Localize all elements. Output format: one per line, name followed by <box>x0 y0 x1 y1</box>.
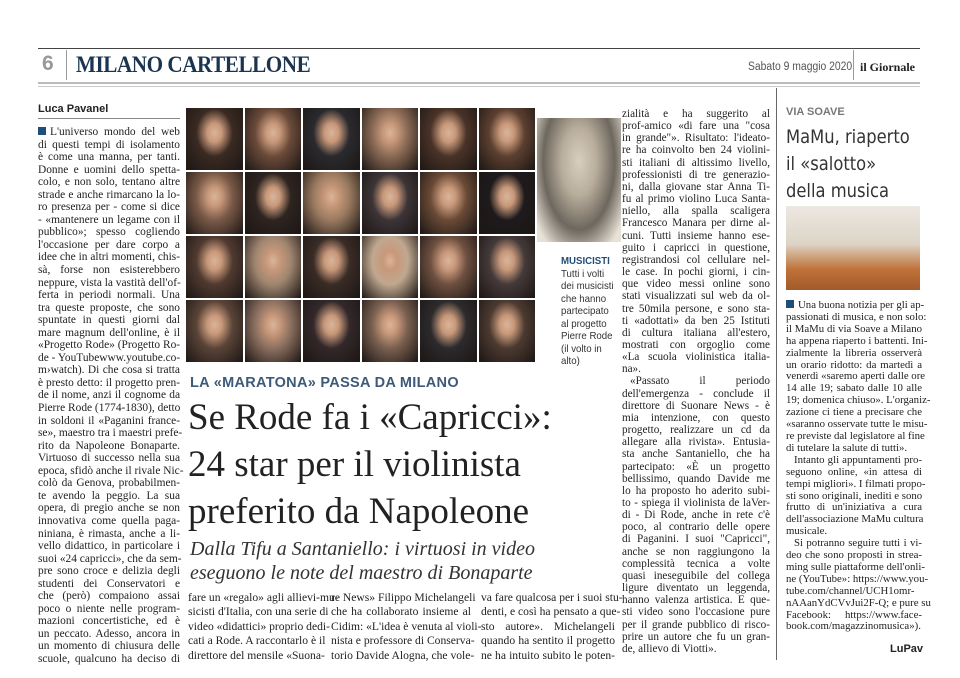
text-line: mare magnum dell'online, è il <box>38 326 180 339</box>
text-line: quasi ineseguibile del collega <box>622 569 770 582</box>
header-double-rule <box>38 82 920 84</box>
text-line: de, allievo di Viotti». <box>622 642 717 655</box>
text-line: colò da Genova, probabilmen- <box>38 477 180 490</box>
text-line: to - spiega il violinista de laVer- <box>622 497 770 509</box>
text-line: poco, al contrario delle opere <box>622 521 770 534</box>
header-double-rule <box>38 86 920 87</box>
paragraph-bullet-icon <box>38 127 46 135</box>
text-line: Una buona notizia per gli ap- <box>786 300 922 312</box>
musician-photo <box>303 300 360 362</box>
text-line: in grande"». Risultato: l'ideato- <box>622 132 770 145</box>
text-line: va fare qualcosa per i suoi stu- <box>481 591 623 604</box>
text-line: video «didattici» proprio dedi- <box>188 619 330 633</box>
text-line: il MaMu di via Soave a Milano <box>786 322 922 335</box>
text-line: Virtuoso di successo nella sua <box>38 452 180 465</box>
text-line: Cidim: «L'idea è venuta al violi- <box>331 619 482 633</box>
text-line: vello didattico, in particolare i <box>38 540 180 553</box>
text-line: dell'emergenza - conclude il <box>622 387 770 400</box>
text-line: di questi tempi di isolamento <box>38 138 180 151</box>
text-line: sà, forse non esisterebbero <box>38 264 180 277</box>
text-line: sti video sono l'occasione pure <box>622 606 770 619</box>
text-line: ligure diventato un leggenda, <box>622 582 770 595</box>
text-line: zialmente la libreria osserverà <box>786 346 922 359</box>
text-line: che ha collaborato insieme al <box>331 605 471 619</box>
subheadline-line: Dalla Tifu a Santaniello: i virtuosi in video <box>190 538 535 560</box>
text-line: ro presenza per - come si dice <box>38 201 180 214</box>
text-line: tempi migliori». I filmati propo- <box>786 477 926 490</box>
text-line: rito da Napoleone Bonaparte. <box>38 439 180 452</box>
text-line: colo, e non solo, tentano altre <box>38 176 180 189</box>
text-line: neppure, vista la vastità dell'of- <box>38 276 181 289</box>
text-line: ni, dalla giovane star Anna Ti- <box>622 180 770 193</box>
headline-line: preferito da Napoleone <box>188 491 530 532</box>
subheadline <box>190 538 535 585</box>
text-line: professionisti di tre generazio- <box>622 168 770 181</box>
text-line: Facebook: https://www.face- <box>786 608 922 621</box>
text-line: pre sono croce e delizia degli <box>38 565 180 578</box>
musician-photo <box>303 172 360 234</box>
text-line: fu al primo violino Luca Santa- <box>622 193 770 206</box>
text-line: cati a Rode. A raccontarlo è il <box>188 634 326 648</box>
text-line: tra queste proposte, che sono <box>38 301 180 314</box>
sidebar-title-line: MaMu, riaperto <box>786 126 910 148</box>
text-line: pubblico»; spesso cogliendo <box>38 226 180 239</box>
text-line: re previste dal legislatore al fine <box>786 429 925 442</box>
text-line: zazione ci tiene a precisare che <box>786 406 922 419</box>
text-line: Pierre Rode (1774-1830), detto <box>38 402 181 415</box>
pierre-rode-portrait <box>537 118 621 242</box>
headline <box>188 394 618 535</box>
text-line: de il nome, anzi il cognome da <box>38 389 180 402</box>
text-line: suoi «24 capricci», che da sem- <box>38 552 182 565</box>
article-column-2 <box>188 591 339 663</box>
article-column-5 <box>622 108 770 655</box>
text-line: è come una manna, per tanti. <box>38 151 180 164</box>
text-line: zialità e ha suggerito al <box>622 108 770 120</box>
header-rule <box>38 48 920 49</box>
text-line: tube.com/channel/UCH1omr- <box>786 584 915 597</box>
text-line: L'universo mondo del web <box>38 126 180 139</box>
header-divider <box>66 50 67 80</box>
text-line: lo ha proposto ho aderito subi- <box>622 484 770 497</box>
text-line: venerdì «saremo aperti dalle ore <box>786 370 926 383</box>
text-line: poco o niente nelle program- <box>38 602 180 615</box>
text-line: sto autore». Michelangeli <box>481 619 615 633</box>
text-line: dell'associazione MaMu cultura <box>786 513 924 526</box>
text-line: hanno valenza artistica. E que- <box>622 594 770 607</box>
text-line: progetto, realizzare un cd da <box>622 424 770 437</box>
header-divider <box>853 50 854 80</box>
text-line: di - Di Rode, anche in rete c'è <box>622 509 770 522</box>
text-line: ti «adottati» da ben 25 Istituti <box>622 314 770 327</box>
text-line: ne (YouTube»: https://www.you- <box>786 572 929 585</box>
text-line: prire un autore che fu un gran- <box>622 630 770 643</box>
text-line: mostrati con orgoglio come <box>622 338 770 351</box>
musician-photo <box>245 236 302 298</box>
column-divider <box>776 88 777 660</box>
text-line: niniana, è rimasta, anche a li- <box>38 527 180 540</box>
subheadline-line: eseguono le note del maestro di Bonaparte <box>190 561 533 584</box>
text-line: ferta in periodi normali. Una <box>38 289 180 302</box>
sidebar-column <box>786 299 931 633</box>
text-line: partecipato: «È un progetto <box>622 460 770 473</box>
text-line: ming sulle piattaforme dell'onli- <box>786 560 925 573</box>
musician-photo <box>245 300 302 362</box>
musician-photo <box>362 108 419 170</box>
text-line: «Passato il periodo <box>630 375 770 388</box>
musicians-photo-collage <box>186 108 535 362</box>
text-line: complessità tecnica a volte <box>622 557 770 570</box>
text-line: se», maestro tra i maestri prefe- <box>38 427 183 440</box>
musician-photo <box>479 300 536 362</box>
text-line: quando ha sentito il progetto <box>481 634 615 648</box>
text-line: fare un «regalo» agli allievi-mu- <box>188 591 339 604</box>
musician-photo <box>303 236 360 298</box>
newspaper-name: il Giornale <box>860 60 915 74</box>
text-line: scuole, qualcuno ha deciso di <box>38 652 180 665</box>
paragraph-bullet-icon <box>786 300 794 308</box>
musician-photo <box>479 236 536 298</box>
mamu-interior-photo <box>786 206 920 290</box>
text-line: que video messi online sono <box>622 278 770 291</box>
musician-photo <box>362 236 419 298</box>
text-line: guito i capricci in questione, <box>622 241 770 254</box>
author-byline: Luca Pavanel <box>38 103 109 115</box>
text-line: sta anche Santaniello, che ha <box>622 448 770 461</box>
text-line: è presto detto: il progetto pren- <box>38 376 180 389</box>
text-line: idee che in altri momenti, chis- <box>38 251 180 264</box>
text-line: musicale. <box>786 525 828 538</box>
text-line: le case. In pochi giorni, i cin- <box>622 266 770 279</box>
text-line: innovativa come quella paga- <box>38 514 180 527</box>
text-line: sti sono originali, inediti e sono <box>786 489 923 502</box>
musician-photo <box>245 108 302 170</box>
text-line: seguono online, «in attesa di <box>786 465 922 478</box>
text-line: mazioni concertistiche, ed è <box>38 615 180 628</box>
text-line: mia intenzione, con questo <box>622 411 770 424</box>
byline-rule <box>38 118 180 119</box>
text-line: nista e professore di Conserva- <box>331 634 475 648</box>
text-line: di tutelare la salute di tutti». <box>786 441 908 454</box>
text-line: spuntate in questi giorni dal <box>38 314 180 327</box>
text-line: re News» Filippo Michelangeli <box>331 591 476 604</box>
musician-photo <box>479 172 536 234</box>
text-line: niello, alla spalla scaligera <box>622 205 770 218</box>
musician-photo <box>420 300 477 362</box>
text-line: che (però) compaiono assai <box>38 590 180 603</box>
text-line: prof-amico «di fare una "cosa <box>622 120 770 133</box>
text-line: te avendo la peggio. La sua <box>38 489 180 502</box>
text-line: sicisti d'Italia, con una serie di <box>188 605 329 619</box>
musician-photo <box>186 172 243 234</box>
text-line: di cultura italiana all'estero, <box>622 326 770 339</box>
sidebar-title <box>786 124 910 205</box>
text-line: bellissimo, quando Davide me <box>622 472 770 485</box>
text-line: nAAanYdCVvJui2F-Q; e pure su <box>786 596 931 609</box>
text-line: strade e anche rimarcano la lo- <box>38 188 180 201</box>
caption-label: MUSICISTI <box>561 255 610 267</box>
text-line: ne ha intuito subito le poten- <box>481 648 615 662</box>
text-line: in soldoni il «Paganini france- <box>38 414 180 427</box>
text-line: denti, e così ha pensato a que- <box>481 605 621 619</box>
text-line: ha appena riaperto i battenti. Ini- <box>786 334 928 347</box>
musician-photo <box>362 172 419 234</box>
text-line: frutto di un'iniziativa a cura <box>786 501 922 514</box>
text-line: anche se non raggiungono la <box>622 545 770 558</box>
section-title: MILANO CARTELLONE <box>76 52 311 77</box>
text-line: un peccato. Adesso, ancora in <box>38 627 180 640</box>
musician-photo <box>362 300 419 362</box>
musician-photo <box>303 108 360 170</box>
headline-line: 24 star per il violinista <box>188 444 521 485</box>
text-line: m›watch). Di che cosa si tratta <box>38 364 180 377</box>
musician-photo <box>186 300 243 362</box>
page-number: 6 <box>42 52 54 75</box>
text-line: passionati di musica, e non solo: <box>786 310 927 323</box>
text-line: 19; domenica chiuso». L'organiz- <box>786 394 931 407</box>
photo-caption <box>561 255 616 368</box>
article-kicker: LA «MARATONA» PASSA DA MILANO <box>190 375 459 391</box>
text-line: de - YouTubewww.youtube.co- <box>38 351 181 364</box>
text-line: un momento di chiusura delle <box>38 640 180 653</box>
text-line: per il grande pubblico di risco- <box>622 618 770 631</box>
text-line: tre 50mila persone, e sono sta- <box>622 302 770 315</box>
article-column-3 <box>331 591 482 663</box>
musician-photo <box>420 172 477 234</box>
text-line: book.com/magazzinomusica»). <box>786 620 921 633</box>
sidebar-kicker: VIA SOAVE <box>786 106 845 118</box>
text-line: l'occasione per dare corpo a <box>38 238 180 251</box>
sidebar-title-line: il «salotto» <box>786 153 877 175</box>
article-column-4 <box>481 591 623 663</box>
musician-photo <box>245 172 302 234</box>
text-line: deo che sono proposti in strea- <box>786 549 922 562</box>
headline-line: Se Rode fa i «Capricci»: <box>188 397 552 438</box>
issue-date: Sabato 9 maggio 2020 <box>748 61 853 73</box>
text-line: «La scuola violinistica italia- <box>622 351 770 364</box>
text-line: studenti dei Conservatori e <box>38 577 180 590</box>
text-line: re ha coinvolto ben 24 violini- <box>622 144 770 157</box>
musician-photo <box>420 236 477 298</box>
text-line: Intanto gli appuntamenti pro- <box>794 453 922 466</box>
text-line: direttore del mensile «Suona- <box>188 648 325 662</box>
article-column-1 <box>38 126 184 666</box>
text-line: Francesco Manara per dirne al- <box>622 217 770 230</box>
text-line: di Paganini. I suoi "Capricci", <box>622 533 770 546</box>
text-line: registrandosi col cellulare nel- <box>622 253 770 266</box>
text-line: sti italiani di altissimo livello, <box>622 156 770 169</box>
text-line: allegare alla rivista». Entusia- <box>622 436 770 449</box>
musician-photo <box>420 108 477 170</box>
text-line: direttore di Suonare News - è <box>622 399 770 412</box>
text-line: opera, di pregio anche se non <box>38 502 180 515</box>
caption-text: Tutti i volti dei musicisti che hanno partecipato al progetto Pierre Rode (il volto in alto) <box>561 267 614 367</box>
text-line: cuni. Tutti insieme hanno ese- <box>622 229 770 242</box>
text-line: Si potranno seguire tutti i vi- <box>794 537 922 550</box>
text-line: un orario ridotto: da martedì a <box>786 358 922 371</box>
text-line: epoca, sfidò anche il rivale Nic- <box>38 464 184 477</box>
text-line: stati visualizzati sul web da ol- <box>622 290 770 303</box>
text-line: 14 alle 19; sabato dalle 10 alle <box>786 382 922 395</box>
musician-photo <box>186 108 243 170</box>
text-line: torio Davide Alogna, che vole- <box>331 648 475 662</box>
text-line: Donne e uomini dello spetta- <box>38 163 180 176</box>
text-line: «saranno osservate tutte le misu- <box>786 418 928 431</box>
text-line: «Progetto Rode» (Progetto Ro- <box>38 339 181 352</box>
sidebar-signature: LuPav <box>890 643 924 655</box>
musician-photo <box>479 108 536 170</box>
sidebar-title-line: della musica <box>786 180 890 202</box>
musician-photo <box>186 236 243 298</box>
text-line: na». <box>622 363 641 376</box>
text-line: - «mantenere un legame con il <box>38 213 180 226</box>
